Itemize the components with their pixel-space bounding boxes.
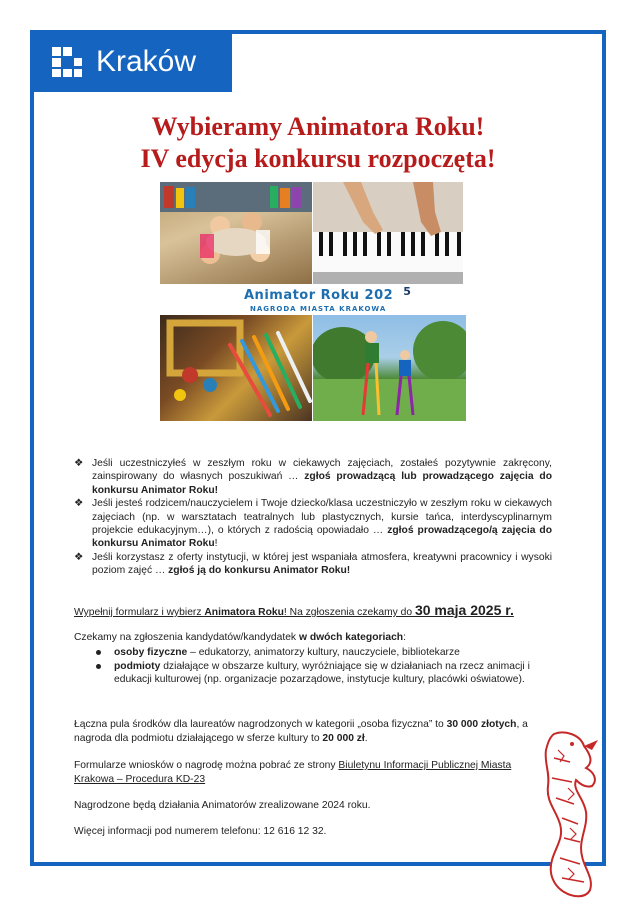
animator-badge-title: [244, 285, 412, 303]
bip-link[interactable]: Biuletynu Informacji Publicznej Miasta Krakowa – Procedura KD-23: [74, 760, 512, 785]
logo-text: Kraków: [96, 45, 197, 78]
list-item: podmioty działające w obszarze kultury, wyróżniające się w działaniach na rzecz animacji i edukacji kulturowej (np. organizacje pozarządowe, instytucje kultury, placówki oświatowe).: [96, 660, 552, 687]
awarded-info: Nagrodzone będą działania Animatorów zrealizowane 2024 roku.: [74, 800, 371, 811]
krakow-logo[interactable]: [34, 34, 232, 92]
contact-info: Więcej informacji pod numerem telefonu: 12 616 12 32.: [74, 826, 327, 837]
list-item: ❖ Jeśli uczestniczyłeś w zeszłym roku w ciekawych zajęciach, zostałeś pozytywnie zakręcony, zainspirowany do własnych poszukiwań … zgłoś prowadzącą lub prowadzącego zajęcia do konkursu Animator Roku!: [74, 458, 552, 496]
intro-list: [74, 457, 552, 578]
dragon-icon: [524, 728, 602, 900]
krakow-logo-icon: [52, 47, 82, 77]
badge-title-text: Animator Roku 202: [244, 288, 394, 303]
photo-paint-brushes: [160, 315, 312, 421]
diamond-bullet-icon: ❖: [74, 498, 84, 510]
diamond-bullet-icon: ❖: [74, 551, 84, 563]
animator-badge-subtitle: NAGRODA MIASTA KRAKOWA: [250, 305, 387, 313]
page-subtitle: IV edycja konkursu rozpoczęta!: [140, 144, 496, 173]
list-item: ❖ Jeśli korzystasz z oferty instytucji, w której jest wspaniała atmosfera, kreatywni pracownicy i wysoki poziom zajęć … zgłoś ją do konkursu Animator Roku!: [74, 551, 552, 577]
deadline-date: 30 maja 2025 r.: [414, 602, 514, 618]
list-item: osoby fizyczne – edukatorzy, animatorzy kultury, nauczyciele, bibliotekarze: [96, 646, 552, 660]
badge-year-digit: 5: [403, 285, 412, 298]
list-item: ❖ Jeśli jesteś rodzicem/nauczycielem i Twoje dziecko/klasa uczestniczyło w zeszłym roku w ciekawych zajęciach (np. w warsztatach teatralnych lub plastycznych, kursie tańca, interdyscyplinarnym projekcie edukacyjnym…), o których z radością opowiadało … zgłoś prowadzącego/ą zajęcia do konkursu Animator Roku!: [74, 498, 552, 550]
photo-children-playing: [160, 182, 312, 284]
prize-info: Łączna pula środków dla laureatów nagrodzonych w kategorii „osoba fizyczna” to 30 000 złotych, a nagroda dla podmiotu działającego w sferze kultury to 20 000 zł.: [74, 719, 528, 744]
forms-info: Formularze wniosków o nagrodę można pobrać ze strony Biuletynu Informacji Publicznej Miasta Krakowa – Procedura KD-23: [74, 760, 512, 785]
form-deadline: Wypełnij formularz i wybierz Animatora Roku! Na zgłoszenia czekamy do 30 maja 2025 r.: [74, 602, 514, 618]
categories-list: [96, 646, 552, 687]
diamond-bullet-icon: ❖: [74, 458, 84, 469]
photo-piano: [313, 182, 463, 284]
photo-stilt-walkers: [313, 315, 466, 421]
page-title: Wybieramy Animatora Roku!: [151, 112, 485, 141]
categories-intro: Czekamy na zgłoszenia kandydatów/kandydatek w dwóch kategoriach:: [74, 632, 406, 643]
